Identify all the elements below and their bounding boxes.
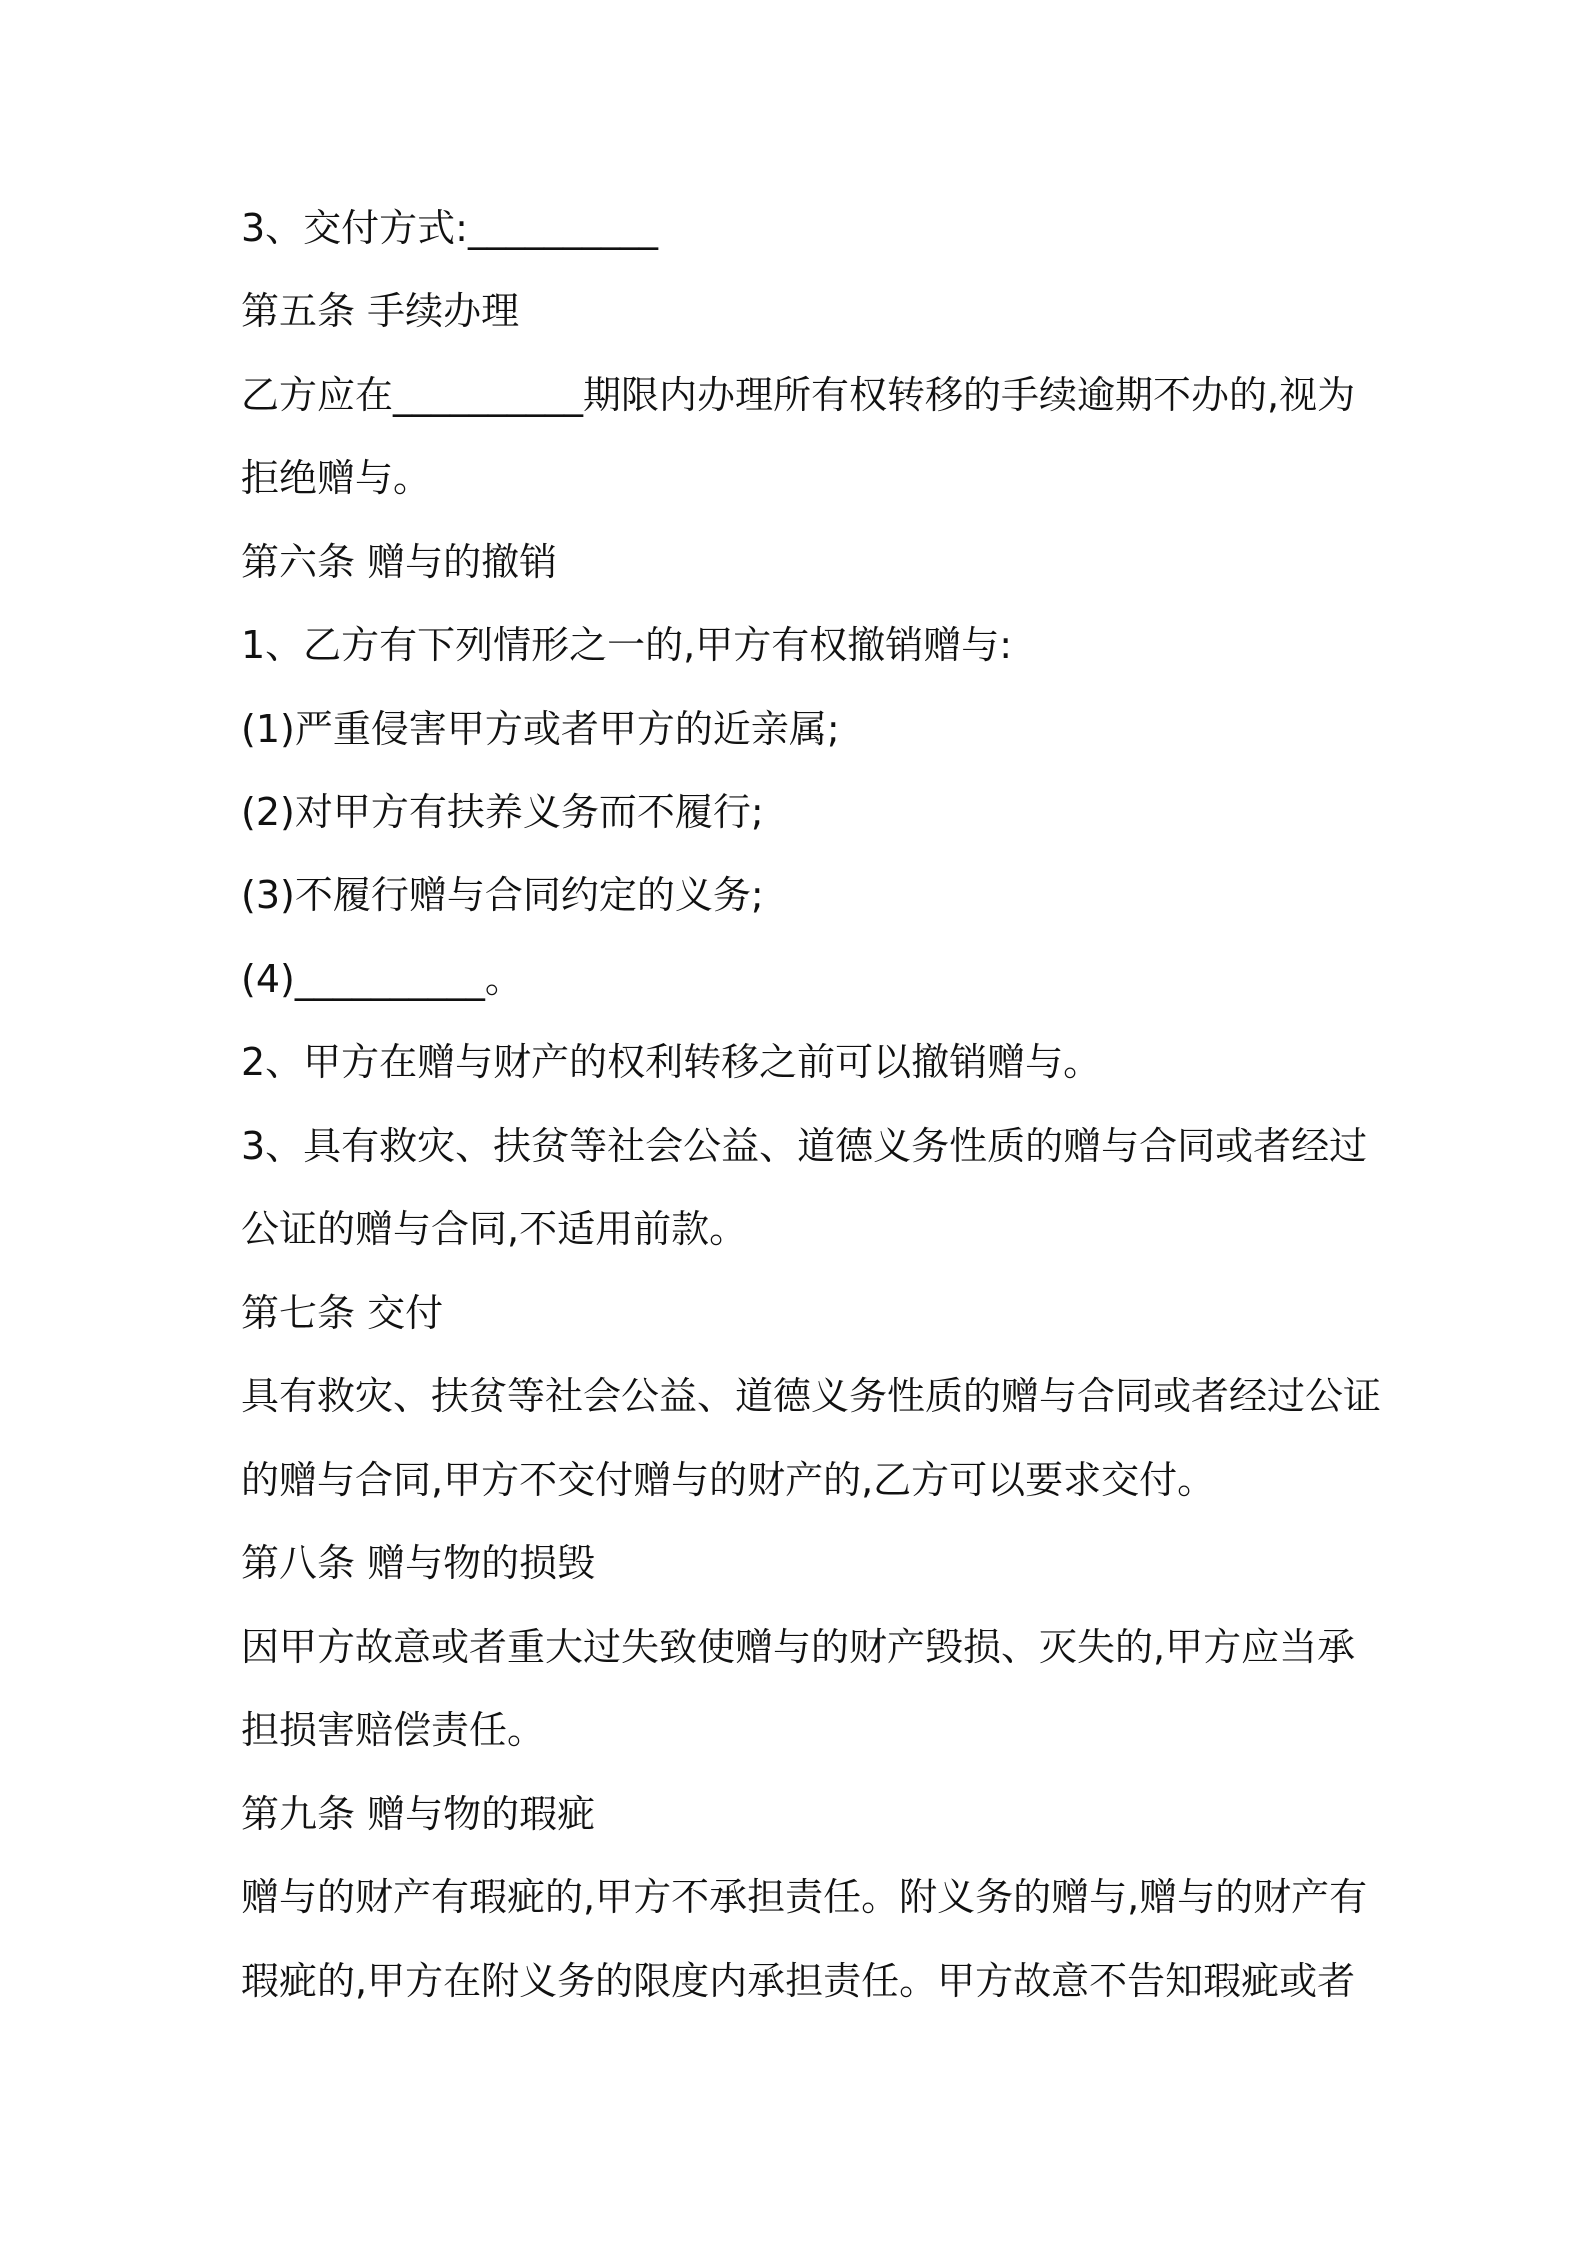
clause-text: 赠与的财产有瑕疵的,甲方不承担责任。附义务的赠与,赠与的财产有	[241, 1875, 1368, 1919]
clause-text: 具有救灾、扶贫等社会公益、道德义务性质的赠与合同或者经过公证	[241, 1374, 1382, 1418]
article-heading: 第八条 赠与物的损毁	[241, 1541, 596, 1585]
clause-text: 乙方应在__________期限内办理所有权转移的手续逾期不办的,视为	[241, 373, 1356, 417]
clause-text: 瑕疵的,甲方在附义务的限度内承担责任。甲方故意不告知瑕疵或者	[241, 1959, 1356, 2003]
article-heading: 第七条 交付	[241, 1291, 444, 1335]
clause-text: 因甲方故意或者重大过失致使赠与的财产毁损、灭失的,甲方应当承	[241, 1625, 1356, 1669]
clause-text: 公证的赠与合同,不适用前款。	[241, 1207, 748, 1251]
clause-text: 的赠与合同,甲方不交付赠与的财产的,乙方可以要求交付。	[241, 1458, 1216, 1502]
clause-text: (2)对甲方有扶养义务而不履行;	[241, 790, 764, 834]
article-heading: 第五条 手续办理	[241, 289, 520, 333]
clause-text: 拒绝赠与。	[241, 456, 432, 500]
clause-text: 1、乙方有下列情形之一的,甲方有权撤销赠与:	[241, 623, 1013, 667]
clause-text: 3、具有救灾、扶贫等社会公益、道德义务性质的赠与合同或者经过	[241, 1124, 1368, 1168]
article-heading: 第九条 赠与物的瑕疵	[241, 1792, 596, 1836]
article-heading: 第六条 赠与的撤销	[241, 540, 558, 584]
clause-text: (4)__________。	[241, 957, 523, 1001]
clause-text: (3)不履行赠与合同约定的义务;	[241, 873, 764, 917]
clause-text: (1)严重侵害甲方或者甲方的近亲属;	[241, 707, 840, 751]
clause-text: 3、交付方式:__________	[241, 206, 658, 250]
clause-text: 担损害赔偿责任。	[241, 1708, 546, 1752]
clause-text: 2、甲方在赠与财产的权利转移之前可以撤销赠与。	[241, 1040, 1102, 1084]
